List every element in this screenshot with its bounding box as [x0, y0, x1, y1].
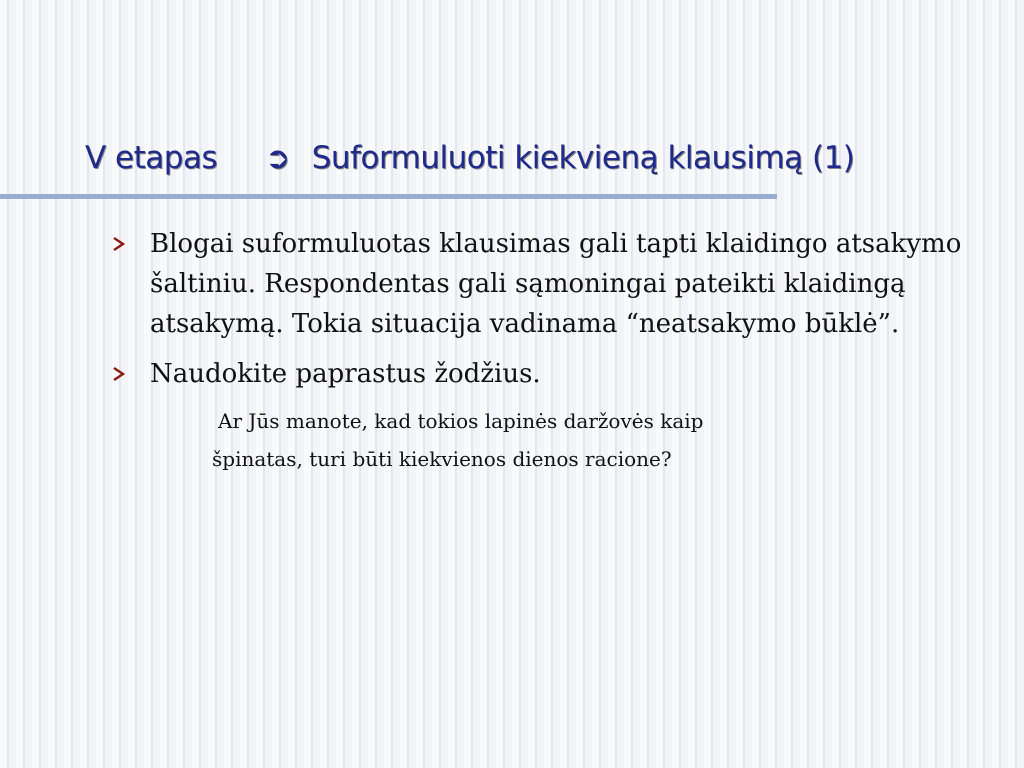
- title-text: Suformuluoti kiekvieną klausimą (1): [311, 140, 855, 176]
- example-line: špinatas, turi būti kiekvienos dienos racione?: [212, 447, 672, 471]
- bullet-item: [112, 354, 992, 394]
- example-line: Ar Jūs manote, kad tokios lapinės daržovės kaip: [218, 409, 704, 433]
- example-question: [212, 402, 992, 478]
- chevron-right-icon: [112, 224, 150, 252]
- chevron-right-icon: [112, 354, 150, 382]
- arrow-icon: ➲: [265, 140, 290, 176]
- slide-title: [85, 130, 1015, 186]
- bullet-item: [112, 224, 992, 344]
- bullet-text: Naudokite paprastus žodžius.: [150, 359, 541, 389]
- title-stage: V etapas: [85, 140, 218, 176]
- slide-body: [112, 224, 992, 478]
- bullet-text: Blogai suformuluotas klausimas gali tapti klaidingo atsakymo šaltiniu. Respondentas gali sąmoningai pateikti klaidingą atsakymą. Tokia situacija vadinama “neatsakymo būklė”.: [150, 229, 962, 339]
- title-underline: [0, 194, 777, 199]
